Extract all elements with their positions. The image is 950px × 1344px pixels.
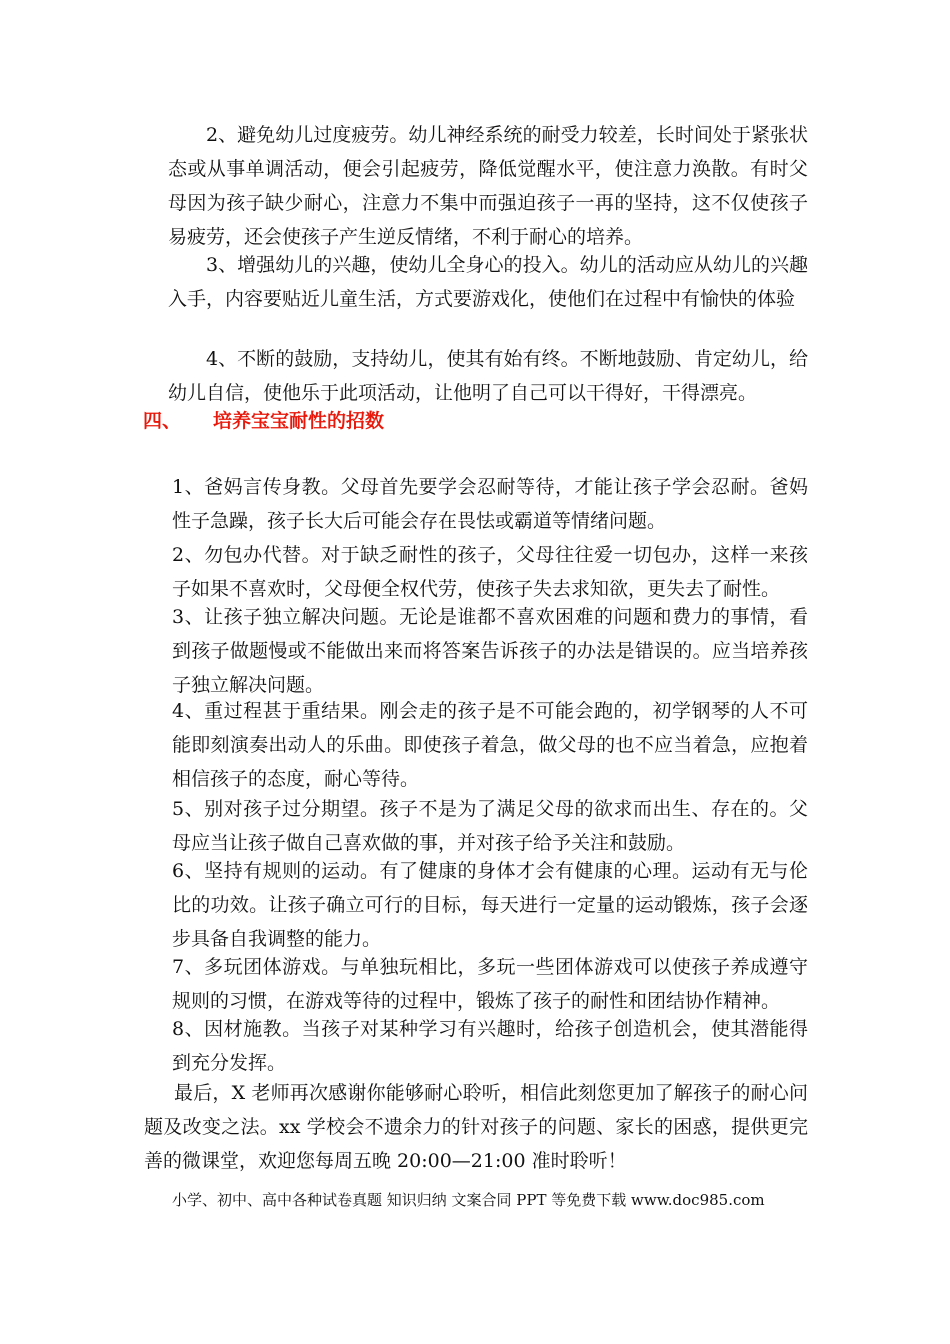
page-footer: 小学、初中、高中各种试卷真题 知识归纳 文案合同 PPT 等免费下载 www.doc985.com — [172, 1191, 765, 1209]
section-title: 培养宝宝耐性的招数 — [213, 410, 385, 432]
list-item-8: 8、因材施教。当孩子对某种学习有兴趣时，给孩子创造机会，使其潜能得到充分发挥。 — [172, 1018, 808, 1074]
list-item-4: 4、重过程甚于重结果。刚会走的孩子是不可能会跑的，初学钢琴的人不可能即刻演奏出动人的乐曲。即使孩子着急，做父母的也不应当着急，应抱着相信孩子的态度，耐心等待。 — [172, 700, 808, 790]
list-item-2: 2、勿包办代替。对于缺乏耐性的孩子，父母往往爱一切包办，这样一来孩子如果不喜欢时，父母便全权代劳，使孩子失去求知欲，更失去了耐性。 — [172, 544, 808, 600]
paragraph-item-3: 3、增强幼儿的兴趣，使幼儿全身心的投入。幼儿的活动应从幼儿的兴趣入手，内容要贴近儿童生活，方式要游戏化，使他们在过程中有愉快的体验 — [168, 254, 808, 310]
list-item-1: 1、爸妈言传身教。父母首先要学会忍耐等待，才能让孩子学会忍耐。爸妈性子急躁，孩子长大后可能会存在畏怯或霸道等情绪问题。 — [172, 476, 808, 532]
list-item-6: 6、坚持有规则的运动。有了健康的身体才会有健康的心理。运动有无与伦比的功效。让孩子确立可行的目标，每天进行一定量的运动锻炼，孩子会逐步具备自我调整的能力。 — [172, 860, 808, 950]
paragraph-item-2: 2、避免幼儿过度疲劳。幼儿神经系统的耐受力较差，长时间处于紧张状态或从事单调活动，便会引起疲劳，降低觉醒水平，使注意力涣散。有时父母因为孩子缺少耐心，注意力不集中而强迫孩子一再的坚持，这不仅使孩子易疲劳，还会使孩子产生逆反情绪，不利于耐心的培养。 — [168, 124, 808, 248]
list-item-5: 5、别对孩子过分期望。孩子不是为了满足父母的欲求而出生、存在的。父母应当让孩子做自己喜欢做的事，并对孩子给予关注和鼓励。 — [172, 798, 808, 854]
paragraph-item-4: 4、不断的鼓励，支持幼儿，使其有始有终。不断地鼓励、肯定幼儿，给幼儿自信，使他乐于此项活动，让他明了自己可以干得好，干得漂亮。 — [168, 348, 808, 404]
section-number: 四、 — [143, 410, 182, 432]
closing-paragraph: 最后，X 老师再次感谢你能够耐心聆听，相信此刻您更加了解孩子的耐心问题及改变之法。xx 学校会不遗余力的针对孩子的问题、家长的困惑，提供更完善的微课堂，欢迎您每周五晚 20:00—21:00 准时聆听！ — [144, 1082, 808, 1172]
list-item-3: 3、让孩子独立解决问题。无论是谁都不喜欢困难的问题和费力的事情，看到孩子做题慢或不能做出来而将答案告诉孩子的办法是错误的。应当培养孩子独立解决问题。 — [172, 606, 808, 696]
list-item-7: 7、多玩团体游戏。与单独玩相比，多玩一些团体游戏可以使孩子养成遵守规则的习惯，在游戏等待的过程中，锻炼了孩子的耐性和团结协作精神。 — [172, 956, 808, 1012]
section-heading — [143, 404, 384, 438]
